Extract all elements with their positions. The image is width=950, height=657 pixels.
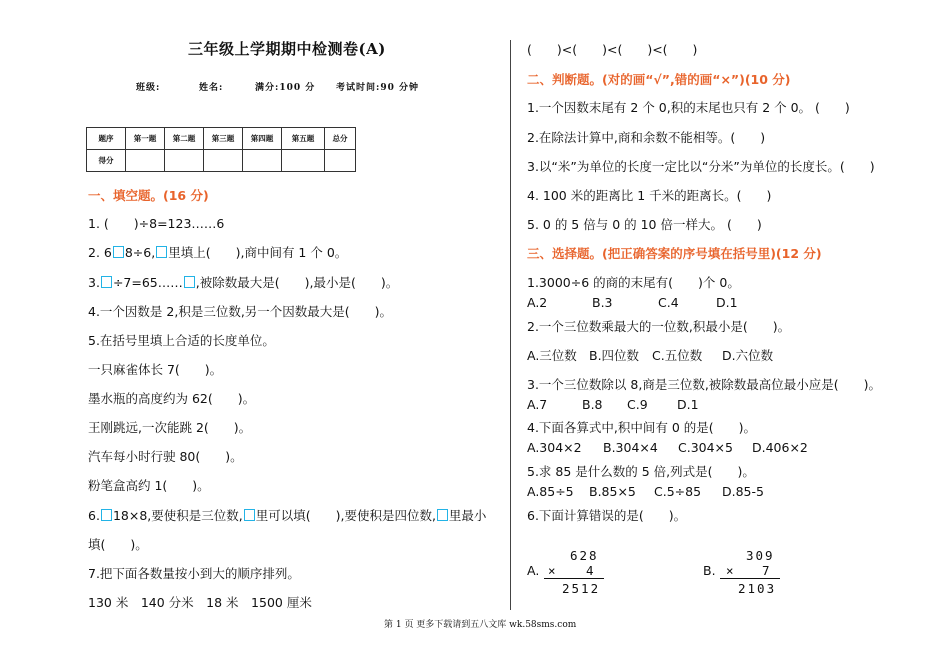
score-table-header-row: [87, 128, 356, 150]
page-footer: 第 1 页 更多下载请到五八文库 wk.58sms.com: [384, 620, 577, 630]
table-header: 第四题: [243, 128, 282, 150]
choice-question-5: 5.求 85 是什么数的 5 倍,列式是( )。: [527, 464, 755, 479]
table-header: 第五题: [282, 128, 325, 150]
judgement-item: 2.在除法计算中,商和余数不能相等。( ): [527, 130, 766, 145]
choice-option: B.3: [592, 295, 613, 310]
choice-option: C.304×5: [678, 440, 733, 455]
judgement-item: 4. 100 米的距离比 1 千米的距离长。( ): [527, 188, 772, 203]
question-1-1: 1. ( )÷8=123……6: [88, 216, 225, 231]
choice-option: C.4: [658, 295, 679, 310]
choice-option: C.五位数: [652, 348, 703, 363]
calc-a-operator: ×: [548, 563, 558, 578]
calc-b-multiplier: 7: [762, 563, 772, 578]
blank-box[interactable]: [437, 509, 448, 521]
question-text: 18×8,要使积是三位数,: [112, 508, 243, 523]
question-text: 8÷6,: [124, 245, 156, 260]
choice-question-3: 3.一个三位数除以 8,商是三位数,被除数最高位最小应是( )。: [527, 377, 882, 392]
calc-a-label: A.: [527, 563, 540, 578]
calc-a-rule: [544, 578, 604, 579]
score-cell[interactable]: [243, 150, 282, 172]
question-text: 里可以填( ),要使积是四位数,: [255, 508, 436, 523]
page-title: 三年级上学期期中检测卷(A): [188, 40, 386, 58]
score-table-score-row: [87, 150, 356, 172]
score-row-label: 得分: [87, 150, 126, 172]
choice-option: D.1: [677, 397, 699, 412]
question-1-6-cont: 填( )。: [88, 537, 148, 552]
question-text: 里最小: [448, 508, 487, 523]
table-header: 第二题: [165, 128, 204, 150]
score-cell[interactable]: [126, 150, 165, 172]
choice-option: A.304×2: [527, 440, 582, 455]
full-score-label: 满分:100 分: [255, 83, 316, 93]
choice-option: B.8: [582, 397, 603, 412]
choice-option: B.85×5: [589, 484, 636, 499]
calc-b-result: 2103: [738, 581, 777, 596]
choice-option: C.9: [627, 397, 648, 412]
calc-b-rule: [720, 578, 780, 579]
choice-option: D.1: [716, 295, 738, 310]
section-heading-fill-in: 一、填空题。(16 分): [88, 188, 209, 203]
blank-box[interactable]: [244, 509, 255, 521]
choice-option: A.2: [527, 295, 548, 310]
table-header: 第三题: [204, 128, 243, 150]
class-label: 班级:: [136, 83, 161, 93]
blank-box[interactable]: [156, 246, 167, 258]
choice-option: A.7: [527, 397, 548, 412]
choice-question-2: 2.一个三位数乘最大的一位数,积最小是( )。: [527, 319, 791, 334]
question-text: 2. 6: [88, 245, 112, 260]
blank-box[interactable]: [113, 246, 124, 258]
score-cell[interactable]: [165, 150, 204, 172]
blank-box[interactable]: [101, 509, 112, 521]
name-label: 姓名:: [199, 83, 224, 93]
choice-question-6: 6.下面计算错误的是( )。: [527, 508, 687, 523]
blank-box[interactable]: [184, 276, 195, 288]
question-text: 里填上( ),商中间有 1 个 0。: [168, 245, 348, 260]
score-cell[interactable]: [282, 150, 325, 172]
blank-box[interactable]: [101, 276, 112, 288]
question-text: ÷7=65……: [112, 275, 183, 290]
question-1-6: [88, 506, 486, 524]
calc-a-result: 2512: [562, 581, 601, 596]
calc-b-multiplicand: 309: [746, 548, 775, 563]
choice-option: D.六位数: [722, 348, 774, 363]
question-1-7: 7.把下面各数量按小到大的顺序排列。: [88, 566, 300, 581]
column-divider: [510, 40, 511, 610]
judgement-item: 5. 0 的 5 倍与 0 的 10 倍一样大。 ( ): [527, 217, 762, 232]
calc-a-multiplicand: 628: [570, 548, 599, 563]
section-heading-choice: 三、选择题。(把正确答案的序号填在括号里)(12 分): [527, 246, 822, 261]
question-1-5d: 汽车每小时行驶 80( )。: [88, 449, 243, 464]
question-1-5b: 墨水瓶的高度约为 62( )。: [88, 391, 256, 406]
question-text: ,被除数最大是( ),最小是( )。: [195, 275, 399, 290]
exam-time-label: 考试时间:90 分钟: [336, 83, 419, 93]
choice-option: B.304×4: [603, 440, 658, 455]
question-1-4: 4.一个因数是 2,积是三位数,另一个因数最大是( )。: [88, 304, 393, 319]
question-1-5a: 一只麻雀体长 7( )。: [88, 362, 223, 377]
table-header: 第一题: [126, 128, 165, 150]
choice-option: D.406×2: [752, 440, 808, 455]
question-1-5c: 王刚跳远,一次能跳 2( )。: [88, 420, 252, 435]
question-text: 3.: [88, 275, 100, 290]
question-1-7-items: 130 米 140 分米 18 米 1500 厘米: [88, 595, 312, 610]
question-1-5e: 粉笔盒高约 1( )。: [88, 478, 210, 493]
score-table: [86, 127, 356, 172]
question-1-5: 5.在括号里填上合适的长度单位。: [88, 333, 275, 348]
ordering-answer-blanks: ( )<( )<( )<( ): [527, 42, 698, 57]
judgement-item: 1.一个因数末尾有 2 个 0,积的末尾也只有 2 个 0。 ( ): [527, 100, 850, 115]
question-text: 6.: [88, 508, 100, 523]
table-header: 题序: [87, 128, 126, 150]
choice-option: D.85-5: [722, 484, 764, 499]
calc-b-operator: ×: [726, 563, 736, 578]
score-cell[interactable]: [204, 150, 243, 172]
table-header: 总分: [325, 128, 356, 150]
calc-b-label: B.: [703, 563, 716, 578]
section-heading-judgement: 二、判断题。(对的画“√”,错的画“×”)(10 分): [527, 72, 791, 87]
choice-question-4: 4.下面各算式中,积中间有 0 的是( )。: [527, 420, 757, 435]
judgement-item: 3.以“米”为单位的长度一定比以“分米”为单位的长度长。( ): [527, 159, 875, 174]
calc-a-multiplier: 4: [586, 563, 596, 578]
question-1-3: [88, 273, 398, 291]
choice-option: A.三位数: [527, 348, 577, 363]
choice-question-1: 1.3000÷6 的商的末尾有( )个 0。: [527, 275, 740, 290]
choice-option: A.85÷5: [527, 484, 574, 499]
choice-option: B.四位数: [589, 348, 640, 363]
score-cell[interactable]: [325, 150, 356, 172]
question-1-2: [88, 243, 347, 261]
choice-option: C.5÷85: [654, 484, 702, 499]
